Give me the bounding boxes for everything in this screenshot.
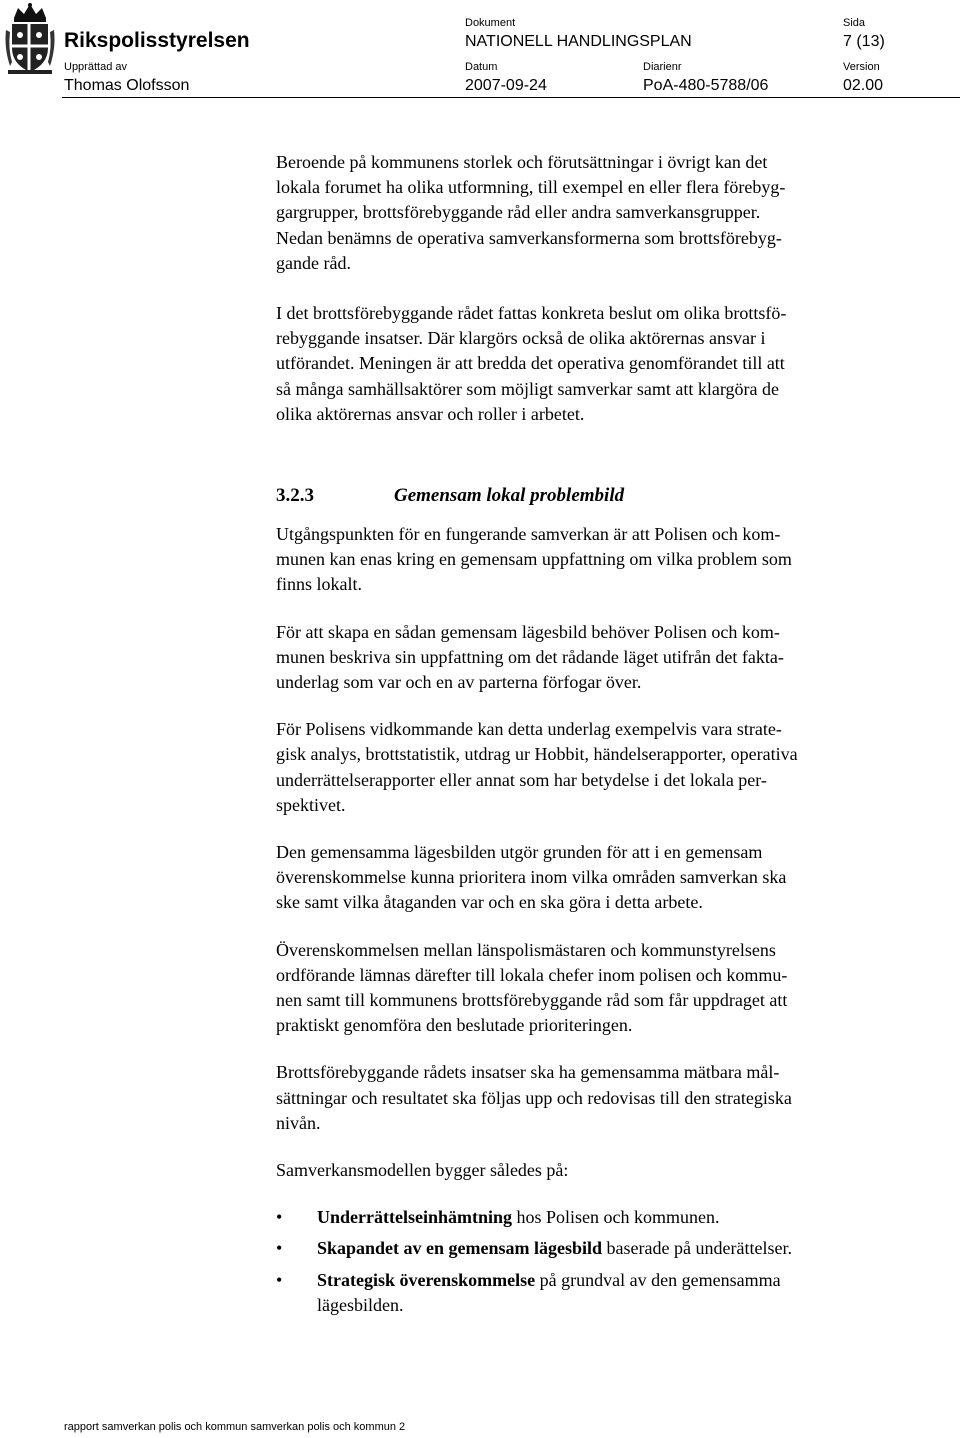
text-line: olika aktörernas ansvar och roller i arbetet. [276,403,585,424]
text-line: Överenskommelsen mellan länspolismästaren och kommunstyrelsens [276,939,776,960]
text-line: Nedan benämns de operativa samverkansformerna som brottsförebyg- [276,227,782,248]
text-line: Beroende på kommunens storlek och förutsättningar i övrigt kan det [276,152,768,172]
reference-label: Diarienr [643,61,682,73]
text-line: lokala forumet ha olika utformning, till exempel en eller flera förebyg- [276,177,786,198]
section-heading [276,484,624,508]
text-line: spektivet. [276,794,346,815]
text-line: För att skapa en sådan gemensam lägesbild behöver Polisen och kom- [276,621,780,642]
list-item-text: hos Polisen och kommunen. [512,1207,720,1228]
date-label: Datum [465,61,498,73]
list-item-text: på grundval av den gemensamma [535,1269,781,1290]
list-item-text: lägesbilden. [317,1294,404,1315]
bullet-list [276,1205,916,1318]
date-value: 2007-09-24 [465,77,547,94]
list-item [276,1236,916,1261]
list-item [276,1205,916,1230]
list-item-bold: Strategisk överenskommelse [317,1269,536,1290]
text-line: För Polisens vidkommande kan detta underlag exempelvis vara strate- [276,719,782,740]
list-item-bold: Underrättelseinhämtning [317,1207,512,1228]
text-line: finns lokalt. [276,574,362,595]
text-line: utförandet. Meningen är att bredda det operativa genomförandet till att [276,353,785,374]
text-line: ske samt vilka åtaganden var och en ska göra i detta arbete. [276,892,703,913]
text-line: Den gemensamma lägesbilden utgör grunden för att i en gemensam [276,842,763,863]
paragraph [276,620,916,696]
version-label: Version [843,61,880,73]
text-line: sättningar och resultatet ska följas upp och redovisas till den strategiska [276,1087,792,1108]
paragraph [276,1158,916,1183]
section-number: 3.2.3 [276,485,314,506]
text-line: överenskommelse kunna prioritera inom vilka områden samverkan ska [276,867,787,888]
page-label: Sida [843,17,866,29]
paragraph [276,301,916,427]
footer-filename: rapport samverkan polis och kommun samverkan polis och kommun 2 [64,1421,406,1433]
text-line: Samverkansmodellen bygger således på: [276,1160,569,1181]
bullet-icon: • [276,1269,283,1290]
text-line: underrättelserapporter eller annat som har betydelse i det lokala per- [276,769,767,790]
paragraph [276,840,916,916]
page-value: 7 (13) [843,33,885,50]
text-line: underlag som var och en av parterna förfogar över. [276,672,642,693]
coat-of-arms-icon [4,2,56,76]
body-text-section [276,522,916,1318]
document-label: Dokument [465,17,516,29]
text-line: munen beskriva sin uppfattning om det rådande läget utifrån det fakta- [276,646,784,667]
paragraph [276,938,916,1039]
text-line: praktiskt genomföra den beslutade prioriteringen. [276,1015,633,1036]
text-line: nen samt till kommunens brottsförebyggande råd som får uppdraget att [276,990,788,1011]
list-item-bold: Skapandet av en gemensam lägesbild [317,1238,603,1259]
list-item-text: baserade på underättelser. [602,1238,792,1259]
text-line: Utgångspunkten för en fungerande samverkan är att Polisen och kom- [276,524,781,544]
paragraph [276,1060,916,1136]
paragraph [276,522,916,598]
text-line: gargrupper, brottsförebyggande råd eller andra samverkansgrupper. [276,202,761,223]
bullet-icon: • [276,1238,283,1259]
body-text-top [276,150,916,427]
text-line: ordförande lämnas därefter till lokala chefer inom polisen och kommu- [276,964,788,985]
organization-name: Rikspolisstyrelsen [64,29,250,52]
header-divider [62,97,960,98]
document-value: NATIONELL HANDLINGSPLAN [465,33,692,50]
text-line: så många samhällsaktörer som möjligt samverkar samt att klargöra de [276,378,780,399]
text-line: munen kan enas kring en gemensam uppfattning om vilka problem som [276,549,792,570]
author-value: Thomas Olofsson [64,77,190,94]
text-line: Brottsförebyggande rådets insatser ska ha gemensamma mätbara mål- [276,1062,780,1083]
bullet-icon: • [276,1207,283,1228]
version-value: 02.00 [843,77,884,94]
paragraph [276,150,916,276]
paragraph [276,717,916,818]
document-header [0,0,960,100]
author-label: Upprättad av [64,61,127,73]
text-line: I det brottsförebyggande rådet fattas konkreta beslut om olika brottsfö- [276,303,787,324]
section-title: Gemensam lokal problembild [394,485,625,506]
reference-value: PoA-480-5788/06 [643,77,769,94]
list-item [276,1268,916,1318]
text-line: rebyggande insatser. Där klargörs också de olika aktörernas ansvar i [276,328,766,349]
text-line: gisk analys, brottstatistik, utdrag ur Hobbit, händelserapporter, operativa [276,744,798,765]
text-line: nivån. [276,1112,321,1133]
text-line: gande råd. [276,252,351,273]
